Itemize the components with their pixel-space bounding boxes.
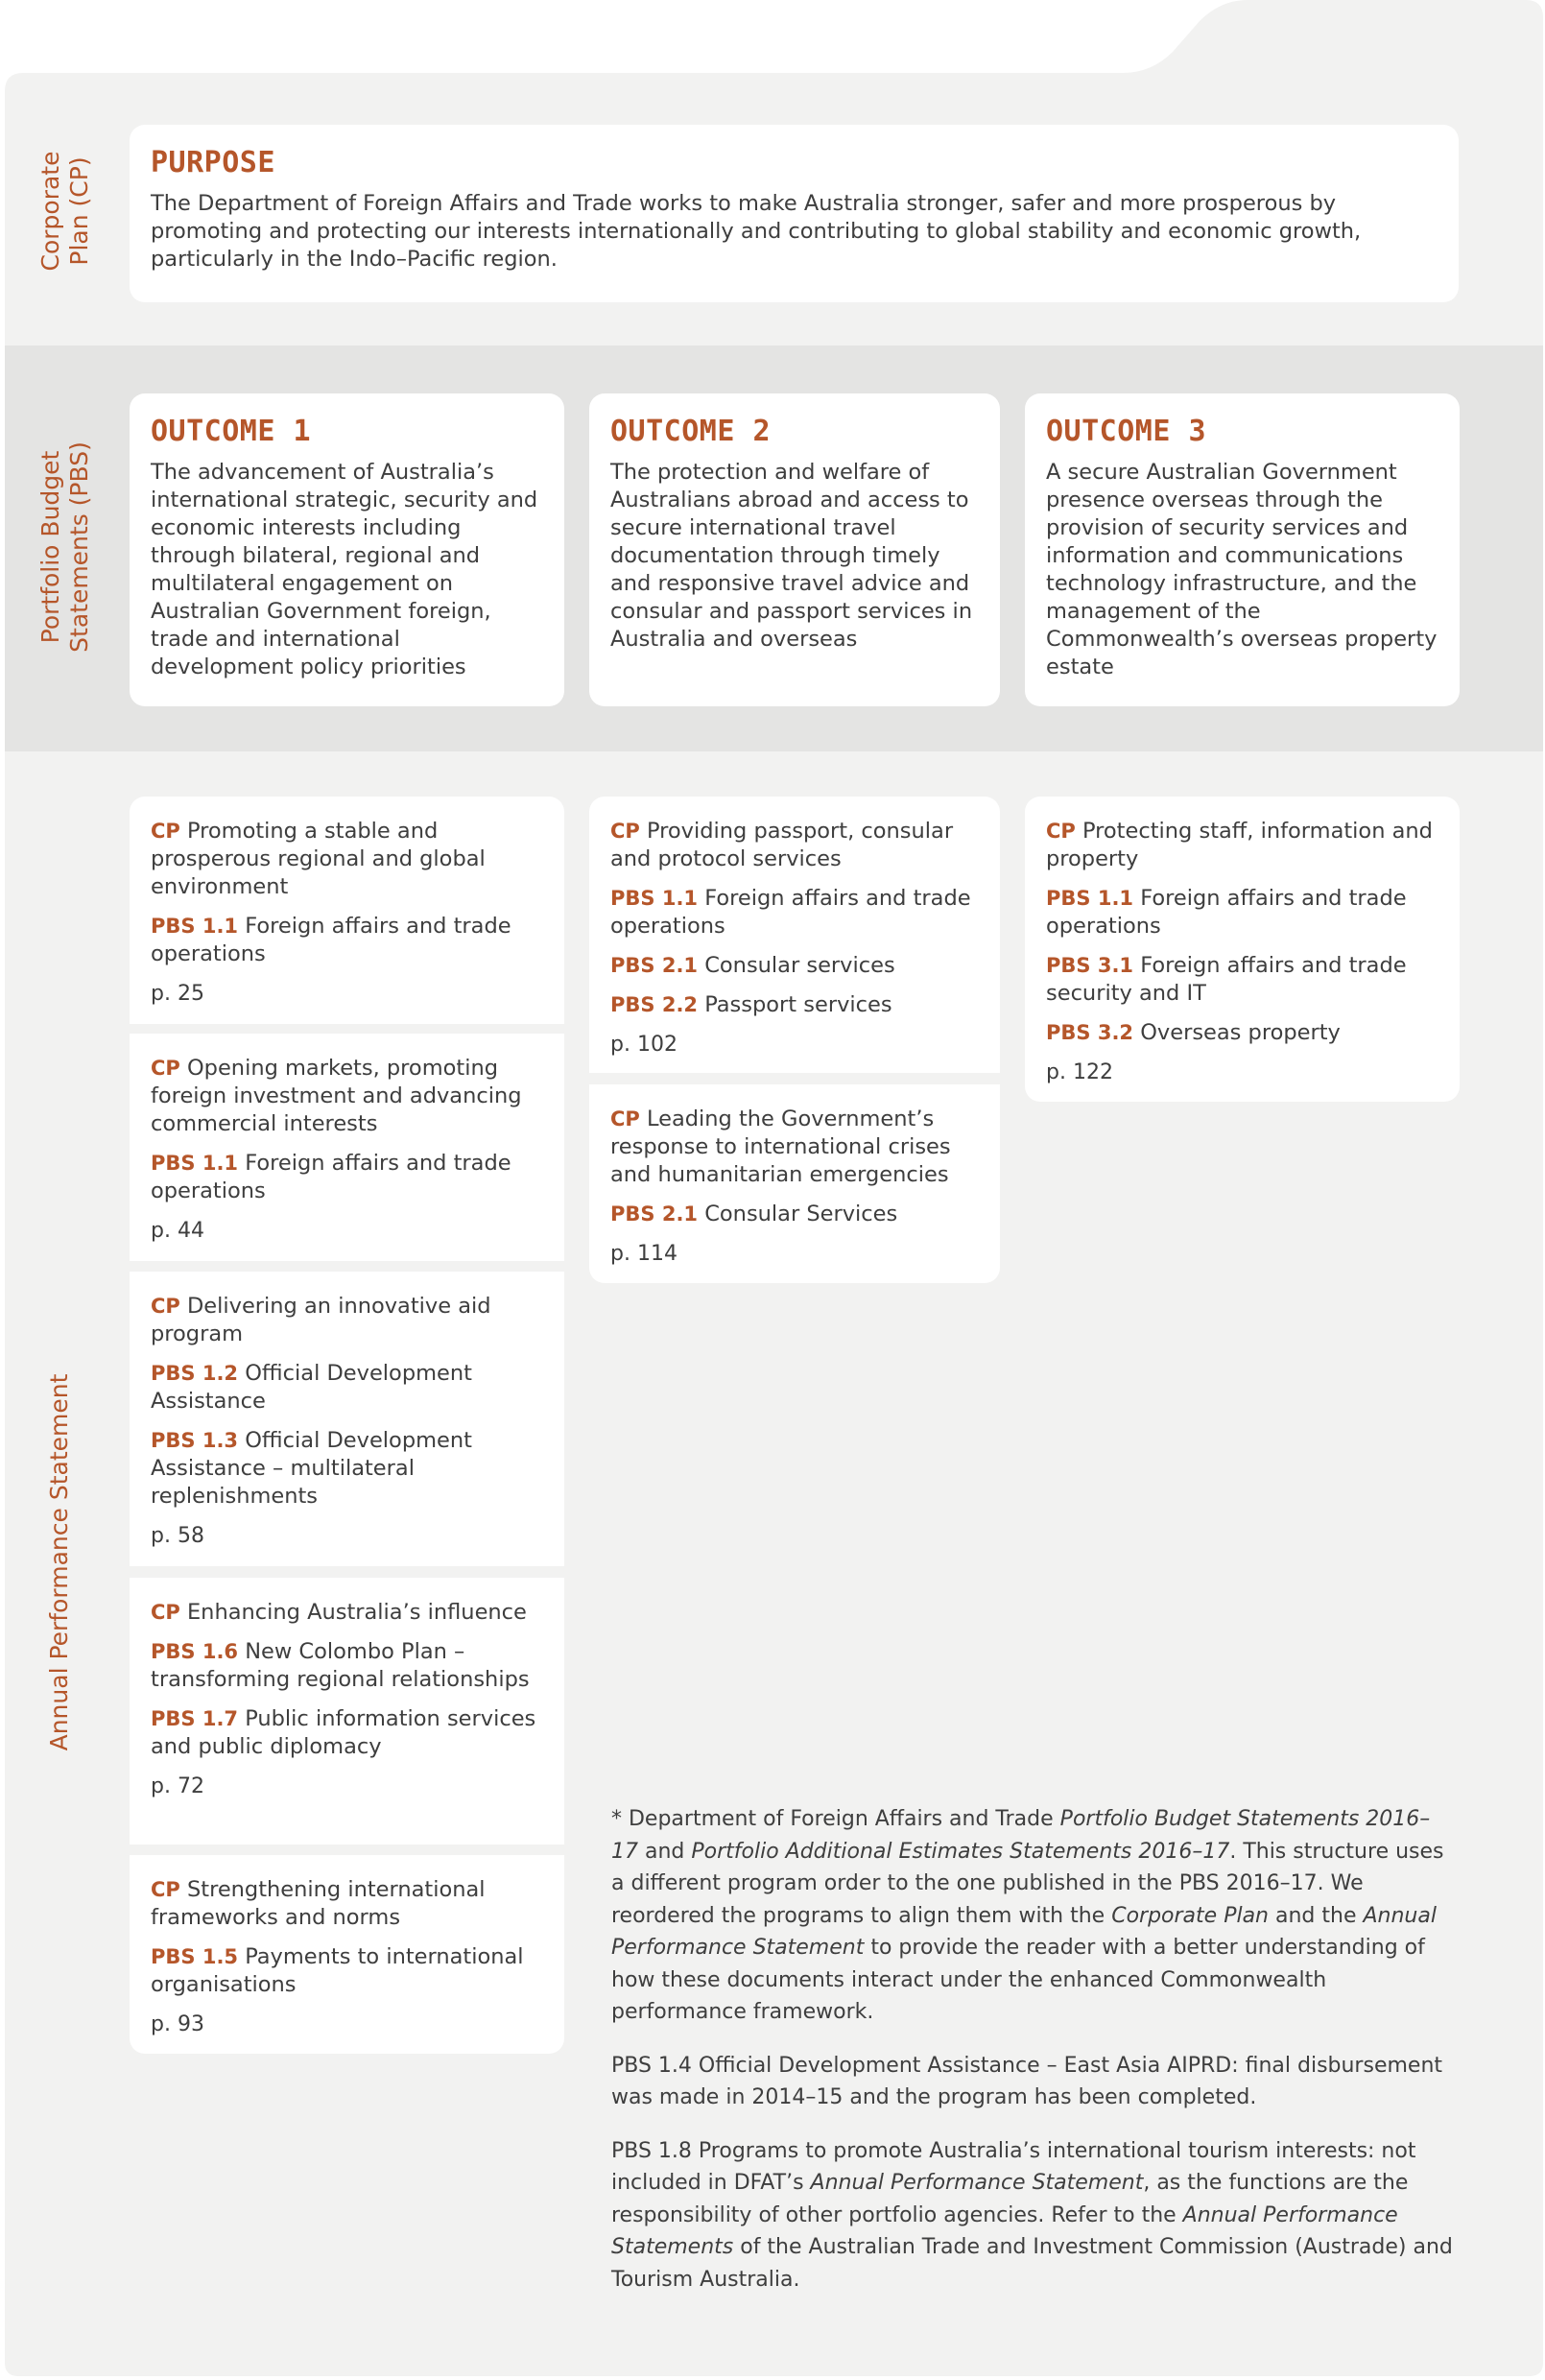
page-reference: p. 44 — [151, 1219, 204, 1243]
program-entry — [151, 1638, 543, 1694]
program-entry — [151, 1705, 543, 1761]
program-code: PBS 3.1 — [1046, 954, 1134, 977]
program-text: Opening markets, promoting foreign investment and advancing commercial interests — [151, 1056, 522, 1136]
outcome-text: The protection and welfare of Australians abroad and access to secure international travel documentation through timely and responsive travel advice and consular and passport services in Australia and overseas — [610, 460, 973, 652]
program-entry — [1046, 818, 1438, 873]
outcome-text: A secure Australian Government presence overseas through the provision of security services and information and communications technology infrastructure, and the management of the Commonwealth’s overseas property estate — [1046, 460, 1438, 679]
program-card — [589, 1084, 1000, 1283]
footnotes — [611, 1803, 1456, 2317]
program-text: Official Development Assistance – multilateral replenishments — [151, 1428, 472, 1509]
program-entry — [151, 1427, 543, 1511]
program-card — [130, 1272, 564, 1566]
program-card — [130, 1034, 564, 1261]
outcome-heading: OUTCOME 3 — [1046, 415, 1207, 448]
footnote-1: * Department of Foreign Affairs and Trade Portfolio Budget Statements 2016–17 and Portfolio Additional Estimates Statements 2016–17. This structure uses a different program order to the one published in the PBS 2016–17. We reordered the programs to align them with the Corporate Plan and the Annual Performance Statement to provide the reader with a better understanding of how these documents interact under the enhanced Commonwealth performance framework. — [611, 1807, 1444, 2024]
page-reference: p. 25 — [151, 982, 204, 1006]
program-text: Payments to international organisations — [151, 1944, 524, 1997]
program-code: PBS 1.2 — [151, 1362, 239, 1385]
outcome-text: The advancement of Australia’s international strategic, security and economic interests including through bilateral, regional and multilateral engagement on Australian Government foreign, trade and international development policy priorities — [151, 460, 538, 679]
program-entry — [610, 952, 979, 980]
program-text: Foreign affairs and trade operations — [610, 886, 971, 939]
program-code: PBS 2.1 — [610, 954, 699, 977]
program-entry — [151, 913, 543, 968]
program-code: CP — [151, 820, 180, 843]
program-code: PBS 2.2 — [610, 993, 699, 1016]
program-code: CP — [151, 1295, 180, 1318]
page-reference: p. 93 — [151, 2012, 204, 2036]
program-card — [130, 1855, 564, 2054]
program-text: Public information services and public diplomacy — [151, 1706, 536, 1759]
program-entry — [151, 1943, 543, 1999]
program-entry — [151, 1055, 543, 1138]
program-code: PBS 2.1 — [610, 1202, 699, 1226]
program-code: PBS 1.1 — [151, 915, 239, 938]
program-code: PBS 1.1 — [151, 1152, 239, 1175]
program-text: Foreign affairs and trade security and IT — [1046, 953, 1407, 1006]
program-code: CP — [151, 1878, 180, 1901]
program-text: Protecting staff, information and property — [1046, 819, 1433, 871]
program-entry — [610, 885, 979, 940]
program-entry — [1046, 1019, 1438, 1047]
row-label-corporate-plan: Corporate Plan (CP) — [36, 151, 93, 272]
footnote-2: PBS 1.4 Official Development Assistance – East Asia AIPRD: final disbursement was made in 2014–15 and the program has been completed. — [611, 2053, 1443, 2109]
row-label-annual-performance-statement: Annual Performance Statement — [45, 1373, 73, 1751]
program-text: Foreign affairs and trade operations — [151, 914, 511, 966]
program-code: PBS 1.7 — [151, 1707, 239, 1730]
program-text: Foreign affairs and trade operations — [1046, 886, 1407, 939]
program-entry — [610, 818, 979, 873]
row-label-pbs: Portfolio Budget Statements (PBS) — [36, 441, 93, 653]
program-card — [1025, 797, 1460, 1102]
program-code: CP — [1046, 820, 1076, 843]
program-text: Enhancing Australia’s influence — [186, 1600, 527, 1625]
program-entry — [151, 818, 543, 901]
program-code: CP — [610, 1107, 640, 1130]
program-text: Promoting a stable and prosperous regional and global environment — [151, 819, 486, 899]
page-reference: p. 102 — [610, 1033, 677, 1057]
program-entry — [610, 1201, 979, 1228]
outcome-card-1 — [130, 393, 564, 706]
program-code: CP — [151, 1057, 180, 1080]
program-entry — [151, 1293, 543, 1348]
program-code: PBS 1.5 — [151, 1945, 239, 1968]
program-entry — [610, 991, 979, 1019]
program-entry — [151, 1599, 543, 1627]
program-text: Consular Services — [704, 1202, 898, 1226]
footnote-3: PBS 1.8 Programs to promote Australia’s international tourism interests: not included in DFAT’s Annual Performance Statement, as the functions are the responsibility of other portfolio agencies. Refer to the Annual Performance Statements of the Australian Trade and Investment Commission (Austrade) and Tourism Australia. — [611, 2138, 1453, 2292]
outcome-heading: OUTCOME 1 — [151, 415, 312, 448]
program-card — [589, 797, 1000, 1073]
purpose-heading: PURPOSE — [151, 146, 275, 179]
program-text: Leading the Government’s response to international crises and humanitarian emergencies — [610, 1107, 951, 1187]
outcome-card-2 — [589, 393, 1000, 706]
page-reference: p. 114 — [610, 1242, 677, 1266]
page-reference: p. 122 — [1046, 1060, 1113, 1084]
program-card — [130, 1578, 564, 1844]
program-entry — [1046, 885, 1438, 940]
program-code: PBS 1.3 — [151, 1429, 239, 1452]
page-reference: p. 58 — [151, 1524, 204, 1548]
program-text: Passport services — [704, 992, 892, 1017]
outcome-heading: OUTCOME 2 — [610, 415, 772, 448]
program-text: Delivering an innovative aid program — [151, 1294, 491, 1346]
program-code: PBS 1.6 — [151, 1640, 239, 1663]
outcome-card-3 — [1025, 393, 1460, 706]
program-code: PBS 1.1 — [1046, 887, 1134, 910]
program-text: Strengthening international frameworks and norms — [151, 1877, 486, 1930]
program-code: PBS 3.2 — [1046, 1021, 1134, 1044]
program-code: CP — [151, 1601, 180, 1624]
program-code: PBS 1.1 — [610, 887, 699, 910]
program-entry — [151, 1360, 543, 1416]
program-text: New Colombo Plan – transforming regional relationships — [151, 1639, 530, 1692]
page-reference: p. 72 — [151, 1774, 204, 1798]
program-text: Official Development Assistance — [151, 1361, 472, 1414]
program-code: CP — [610, 820, 640, 843]
program-card — [130, 797, 564, 1024]
program-text: Overseas property — [1140, 1020, 1341, 1045]
program-entry — [151, 1150, 543, 1205]
program-entry — [610, 1106, 979, 1189]
purpose-text: The Department of Foreign Affairs and Trade works to make Australia stronger, safer and more prosperous by promoting and protecting our interests internationally and contributing to global stability and economic growth, particularly in the Indo–Pacific region. — [151, 191, 1362, 272]
purpose-card — [130, 125, 1459, 302]
program-text: Providing passport, consular and protocol services — [610, 819, 954, 871]
program-text: Consular services — [704, 953, 895, 978]
program-entry — [151, 1876, 543, 1932]
program-entry — [1046, 952, 1438, 1008]
program-text: Foreign affairs and trade operations — [151, 1151, 511, 1203]
